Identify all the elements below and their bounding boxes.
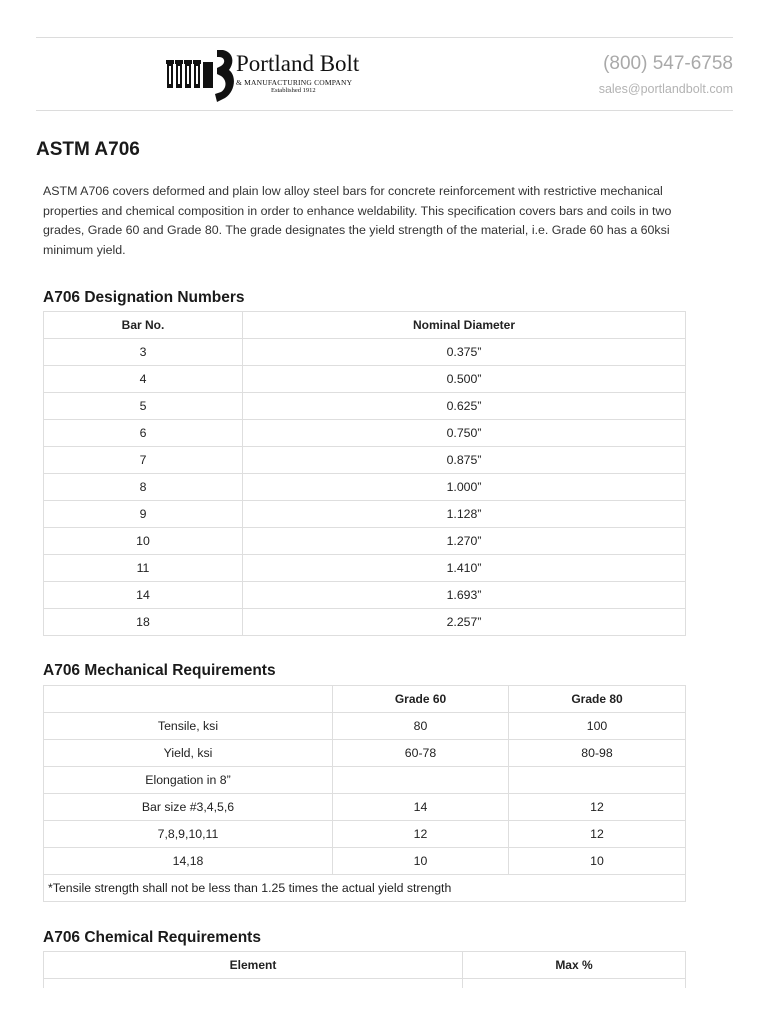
- property-cell: Yield, ksi: [44, 740, 333, 767]
- diameter-cell: 0.875”: [243, 447, 686, 474]
- grade-60-cell: 60-78: [333, 740, 509, 767]
- table-row: [44, 474, 686, 501]
- diameter-cell: 2.257”: [243, 609, 686, 636]
- diameter-cell: 1.270”: [243, 528, 686, 555]
- table-row: [44, 501, 686, 528]
- bar-number-cell: 10: [44, 528, 243, 555]
- grade-80-cell: 80-98: [509, 740, 686, 767]
- grade-60-cell: 10: [333, 848, 509, 875]
- grade-80-cell: 100: [509, 713, 686, 740]
- column-header: Max %: [463, 952, 686, 979]
- property-cell: Bar size #3,4,5,6: [44, 794, 333, 821]
- grade-60-cell: 80: [333, 713, 509, 740]
- grade-80-cell: [509, 767, 686, 794]
- table-header-row: [44, 312, 686, 339]
- table-row: [44, 609, 686, 636]
- diameter-cell: 0.375”: [243, 339, 686, 366]
- table-header-row: [44, 686, 686, 713]
- table-row: [44, 713, 686, 740]
- logo-subtitle: & MANUFACTURING COMPANY: [236, 78, 353, 87]
- property-cell: 14,18: [44, 848, 333, 875]
- diameter-cell: 0.625”: [243, 393, 686, 420]
- table-row: [44, 767, 686, 794]
- email-link[interactable]: sales@portlandbolt.com: [598, 82, 733, 96]
- page-cutoff: [0, 988, 768, 1024]
- bar-number-cell: 4: [44, 366, 243, 393]
- column-header: Grade 80: [509, 686, 686, 713]
- table-header-row: [44, 952, 686, 979]
- logo-established: Established 1912: [271, 87, 316, 94]
- top-rule: [36, 37, 733, 38]
- table-row: [44, 420, 686, 447]
- grade-80-cell: 10: [509, 848, 686, 875]
- mechanical-heading: A706 Mechanical Requirements: [43, 662, 276, 679]
- intro-paragraph: ASTM A706 covers deformed and plain low alloy steel bars for concrete reinforcement with restrictive mechanical properties and chemical composition in order to enhance weldability. This specification covers bars and coils in two grades, Grade 60 and Grade 80. The grade designates the yield strength of the material, i.e. Grade 60 has a 60ksi minimum yield.: [43, 184, 672, 257]
- diameter-cell: 1.000”: [243, 474, 686, 501]
- diameter-cell: 1.410”: [243, 555, 686, 582]
- bar-number-cell: 5: [44, 393, 243, 420]
- property-cell: 7,8,9,10,11: [44, 821, 333, 848]
- bar-number-cell: 9: [44, 501, 243, 528]
- diameter-cell: 0.750”: [243, 420, 686, 447]
- table-row: [44, 555, 686, 582]
- table-row: [44, 339, 686, 366]
- bar-number-cell: 14: [44, 582, 243, 609]
- table-row: [44, 740, 686, 767]
- column-header: Bar No.: [44, 312, 243, 339]
- grade-60-cell: 14: [333, 794, 509, 821]
- mechanical-table: [43, 685, 686, 902]
- column-header: Nominal Diameter: [243, 312, 686, 339]
- chemical-heading: A706 Chemical Requirements: [43, 929, 261, 946]
- grade-80-cell: 12: [509, 794, 686, 821]
- table-row: [44, 366, 686, 393]
- table-row: [44, 821, 686, 848]
- company-logo[interactable]: [163, 48, 388, 104]
- table-row: [44, 528, 686, 555]
- bar-number-cell: 3: [44, 339, 243, 366]
- bar-number-cell: 7: [44, 447, 243, 474]
- page-title: ASTM A706: [36, 139, 140, 160]
- designation-heading: A706 Designation Numbers: [43, 289, 245, 306]
- property-cell: Tensile, ksi: [44, 713, 333, 740]
- table-row: [44, 582, 686, 609]
- diameter-cell: 1.693”: [243, 582, 686, 609]
- bar-number-cell: 18: [44, 609, 243, 636]
- column-header: Grade 60: [333, 686, 509, 713]
- bolt-logo-icon: [163, 48, 235, 104]
- designation-table: [43, 311, 686, 636]
- grade-60-cell: [333, 767, 509, 794]
- table-note-row: [44, 875, 686, 902]
- table-row: [44, 794, 686, 821]
- column-header: [44, 686, 333, 713]
- diameter-cell: 1.128”: [243, 501, 686, 528]
- column-header: Element: [44, 952, 463, 979]
- phone-number[interactable]: (800) 547-6758: [603, 53, 733, 74]
- bar-number-cell: 8: [44, 474, 243, 501]
- grade-80-cell: 12: [509, 821, 686, 848]
- diameter-cell: 0.500”: [243, 366, 686, 393]
- bar-number-cell: 11: [44, 555, 243, 582]
- grade-60-cell: 12: [333, 821, 509, 848]
- bar-number-cell: 6: [44, 420, 243, 447]
- table-row: [44, 848, 686, 875]
- table-footnote: *Tensile strength shall not be less than 1.25 times the actual yield strength: [44, 875, 686, 902]
- logo-name: Portland Bolt: [236, 51, 360, 76]
- table-row: [44, 447, 686, 474]
- header-rule: [36, 110, 733, 111]
- table-row: [44, 393, 686, 420]
- property-cell: Elongation in 8”: [44, 767, 333, 794]
